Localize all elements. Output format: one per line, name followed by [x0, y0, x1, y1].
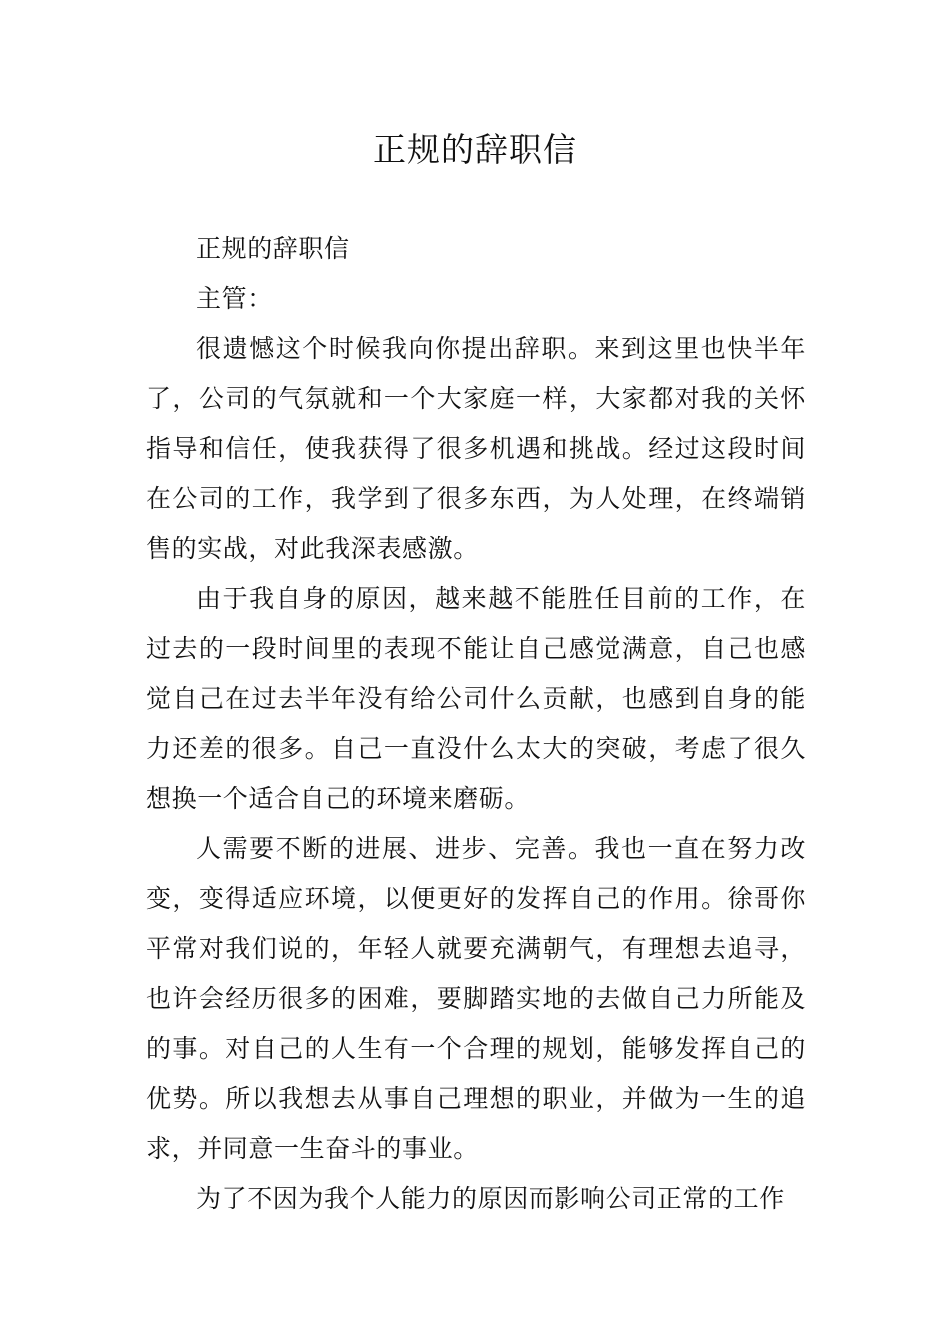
document-title: 正规的辞职信	[373, 130, 577, 169]
paragraph-3: 人需要不断的进展、进步、完善。我也一直在努力改变，变得适应环境，以便更好的发挥自己的作用。徐哥你平常对我们说的，年轻人就要充满朝气，有理想去追寻，也许会经历很多的困难，要脚踏实地的去做自己力所能及的事。对自己的人生有一个合理的规划，能够发挥自己的优势。所以我想去从事自己理想的职业，并做为一生的追求，并同意一生奋斗的事业。	[146, 834, 806, 1163]
paragraph-1: 很遗憾这个时候我向你提出辞职。来到这里也快半年了，公司的气氛就和一个大家庭一样，大家都对我的关怀指导和信任，使我获得了很多机遇和挑战。经过这段时间在公司的工作，我学到了很多东西，为人处理，在终端销售的实战，对此我深表感激。	[146, 334, 806, 563]
salutation: 主管：	[196, 284, 273, 313]
letter-body	[146, 224, 806, 1224]
paragraph-2: 由于我自身的原因，越来越不能胜任目前的工作，在过去的一段时间里的表现不能让自己感觉满意，自己也感觉自己在过去半年没有给公司什么贡献，也感到自身的能力还差的很多。自己一直没什么太大的突破，考虑了很久想换一个适合自己的环境来磨砺。	[146, 584, 806, 813]
letter-heading-line: 正规的辞职信	[196, 234, 350, 263]
paragraph-4: 为了不因为我个人能力的原因而影响公司正常的工作	[196, 1184, 785, 1213]
